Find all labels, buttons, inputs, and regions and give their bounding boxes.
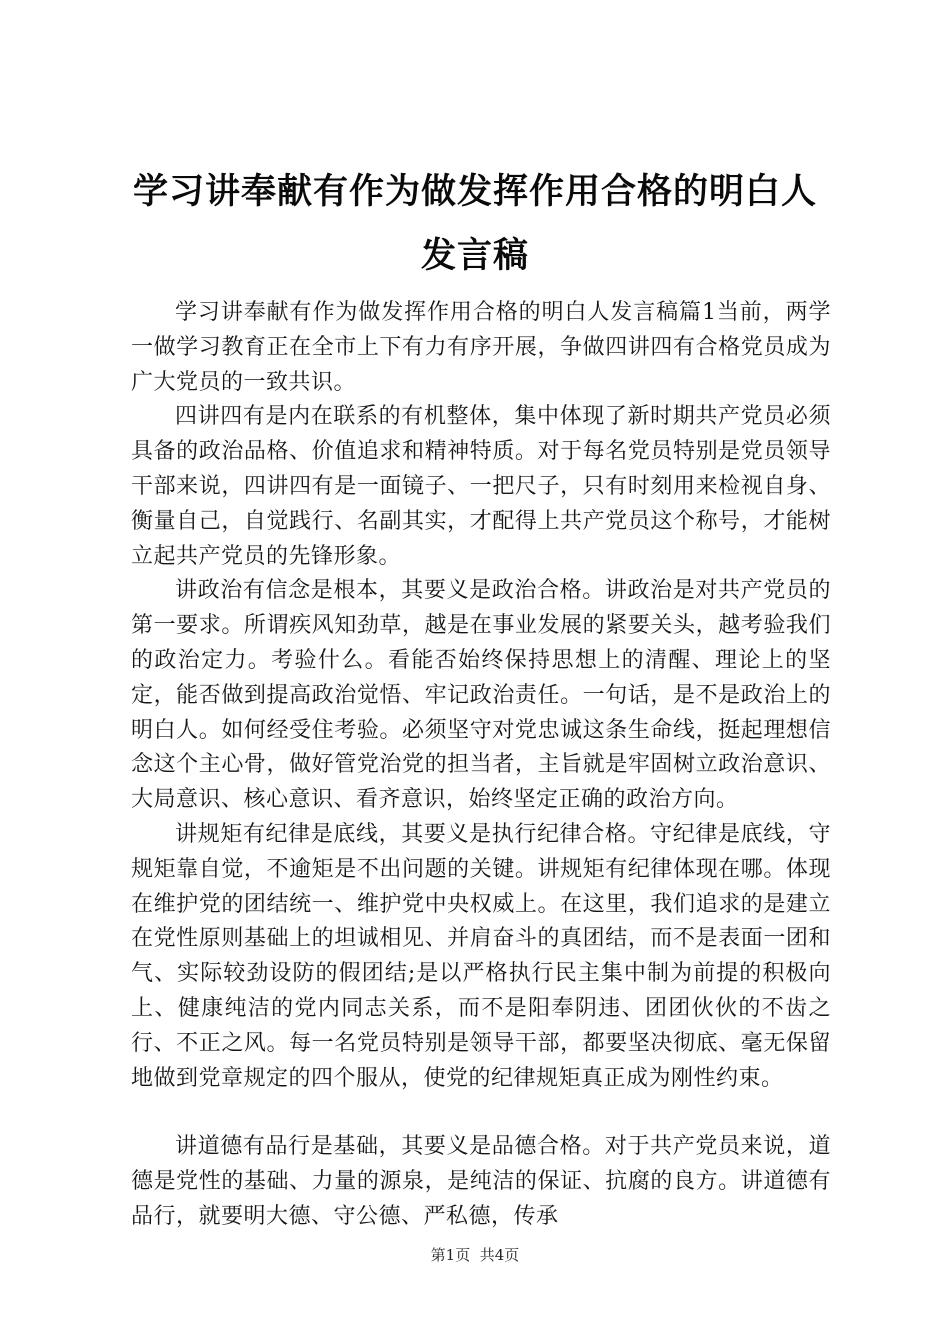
paragraph: 讲道德有品行是基础，其要义是品德合格。对于共产党员来说，道德是党性的基础、力量的源泉，是纯洁的保证、抗腐的良方。讲道德有品行，就要明大德、守公德、严私德，传承	[131, 1134, 831, 1229]
paragraph: 学习讲奉献有作为做发挥作用合格的明白人发言稿篇1当前，两学一做学习教育正在全市上下有力有序开展，争做四讲四有合格党员成为广大党员的一致共识。	[131, 300, 831, 395]
paragraph: 四讲四有是内在联系的有机整体，集中体现了新时期共产党员必须具备的政治品格、价值追求和精神特质。对于每名党员特别是党员领导干部来说，四讲四有是一面镜子、一把尺子，只有时刻用来检视自身、衡量自己，自觉践行、名副其实，才配得上共产党员这个称号，才能树立起共产党员的先锋形象。	[131, 404, 831, 569]
paragraph: 讲政治有信念是根本，其要义是政治合格。讲政治是对共产党员的第一要求。所谓疾风知劲草，越是在事业发展的紧要关头，越考验我们的政治定力。考验什么。看能否始终保持思想上的清醒、理论上的坚定，能否做到提高政治觉悟、牢记政治责任。一句话，是不是政治上的明白人。如何经受住考验。必须坚守对党忠诚这条生命线，挺起理想信念这个主心骨，做好管党治党的担当者，主旨就是牢固树立政治意识、大局意识、核心意识、看齐意识，始终坚定正确的政治方向。	[131, 578, 831, 813]
document-title: 学习讲奉献有作为做发挥作用合格的明白人发言稿	[132, 171, 817, 276]
paragraph: 讲规矩有纪律是底线，其要义是执行纪律合格。守纪律是底线，守规矩靠自觉，不逾矩是不出问题的关键。讲规矩有纪律体现在哪。体现在维护党的团结统一、维护党中央权威上。在这里，我们追求的是建立在党性原则基础上的坦诚相见、并肩奋斗的真团结，而不是表面一团和气、实际较劲设防的假团结;是以严格执行民主集中制为前提的积极向上、健康纯洁的党内同志关系，而不是阳奉阴违、团团伙伙的不齿之行、不正之风。每一名党员特别是领导干部，都要坚决彻底、毫无保留地做到党章规定的四个服从，使党的纪律规矩真正成为刚性约束。	[131, 821, 831, 1091]
page-total: 共4页	[479, 1246, 520, 1264]
page-number: 第1页	[430, 1246, 471, 1264]
document-body	[131, 296, 831, 1235]
page-footer	[0, 1244, 950, 1265]
